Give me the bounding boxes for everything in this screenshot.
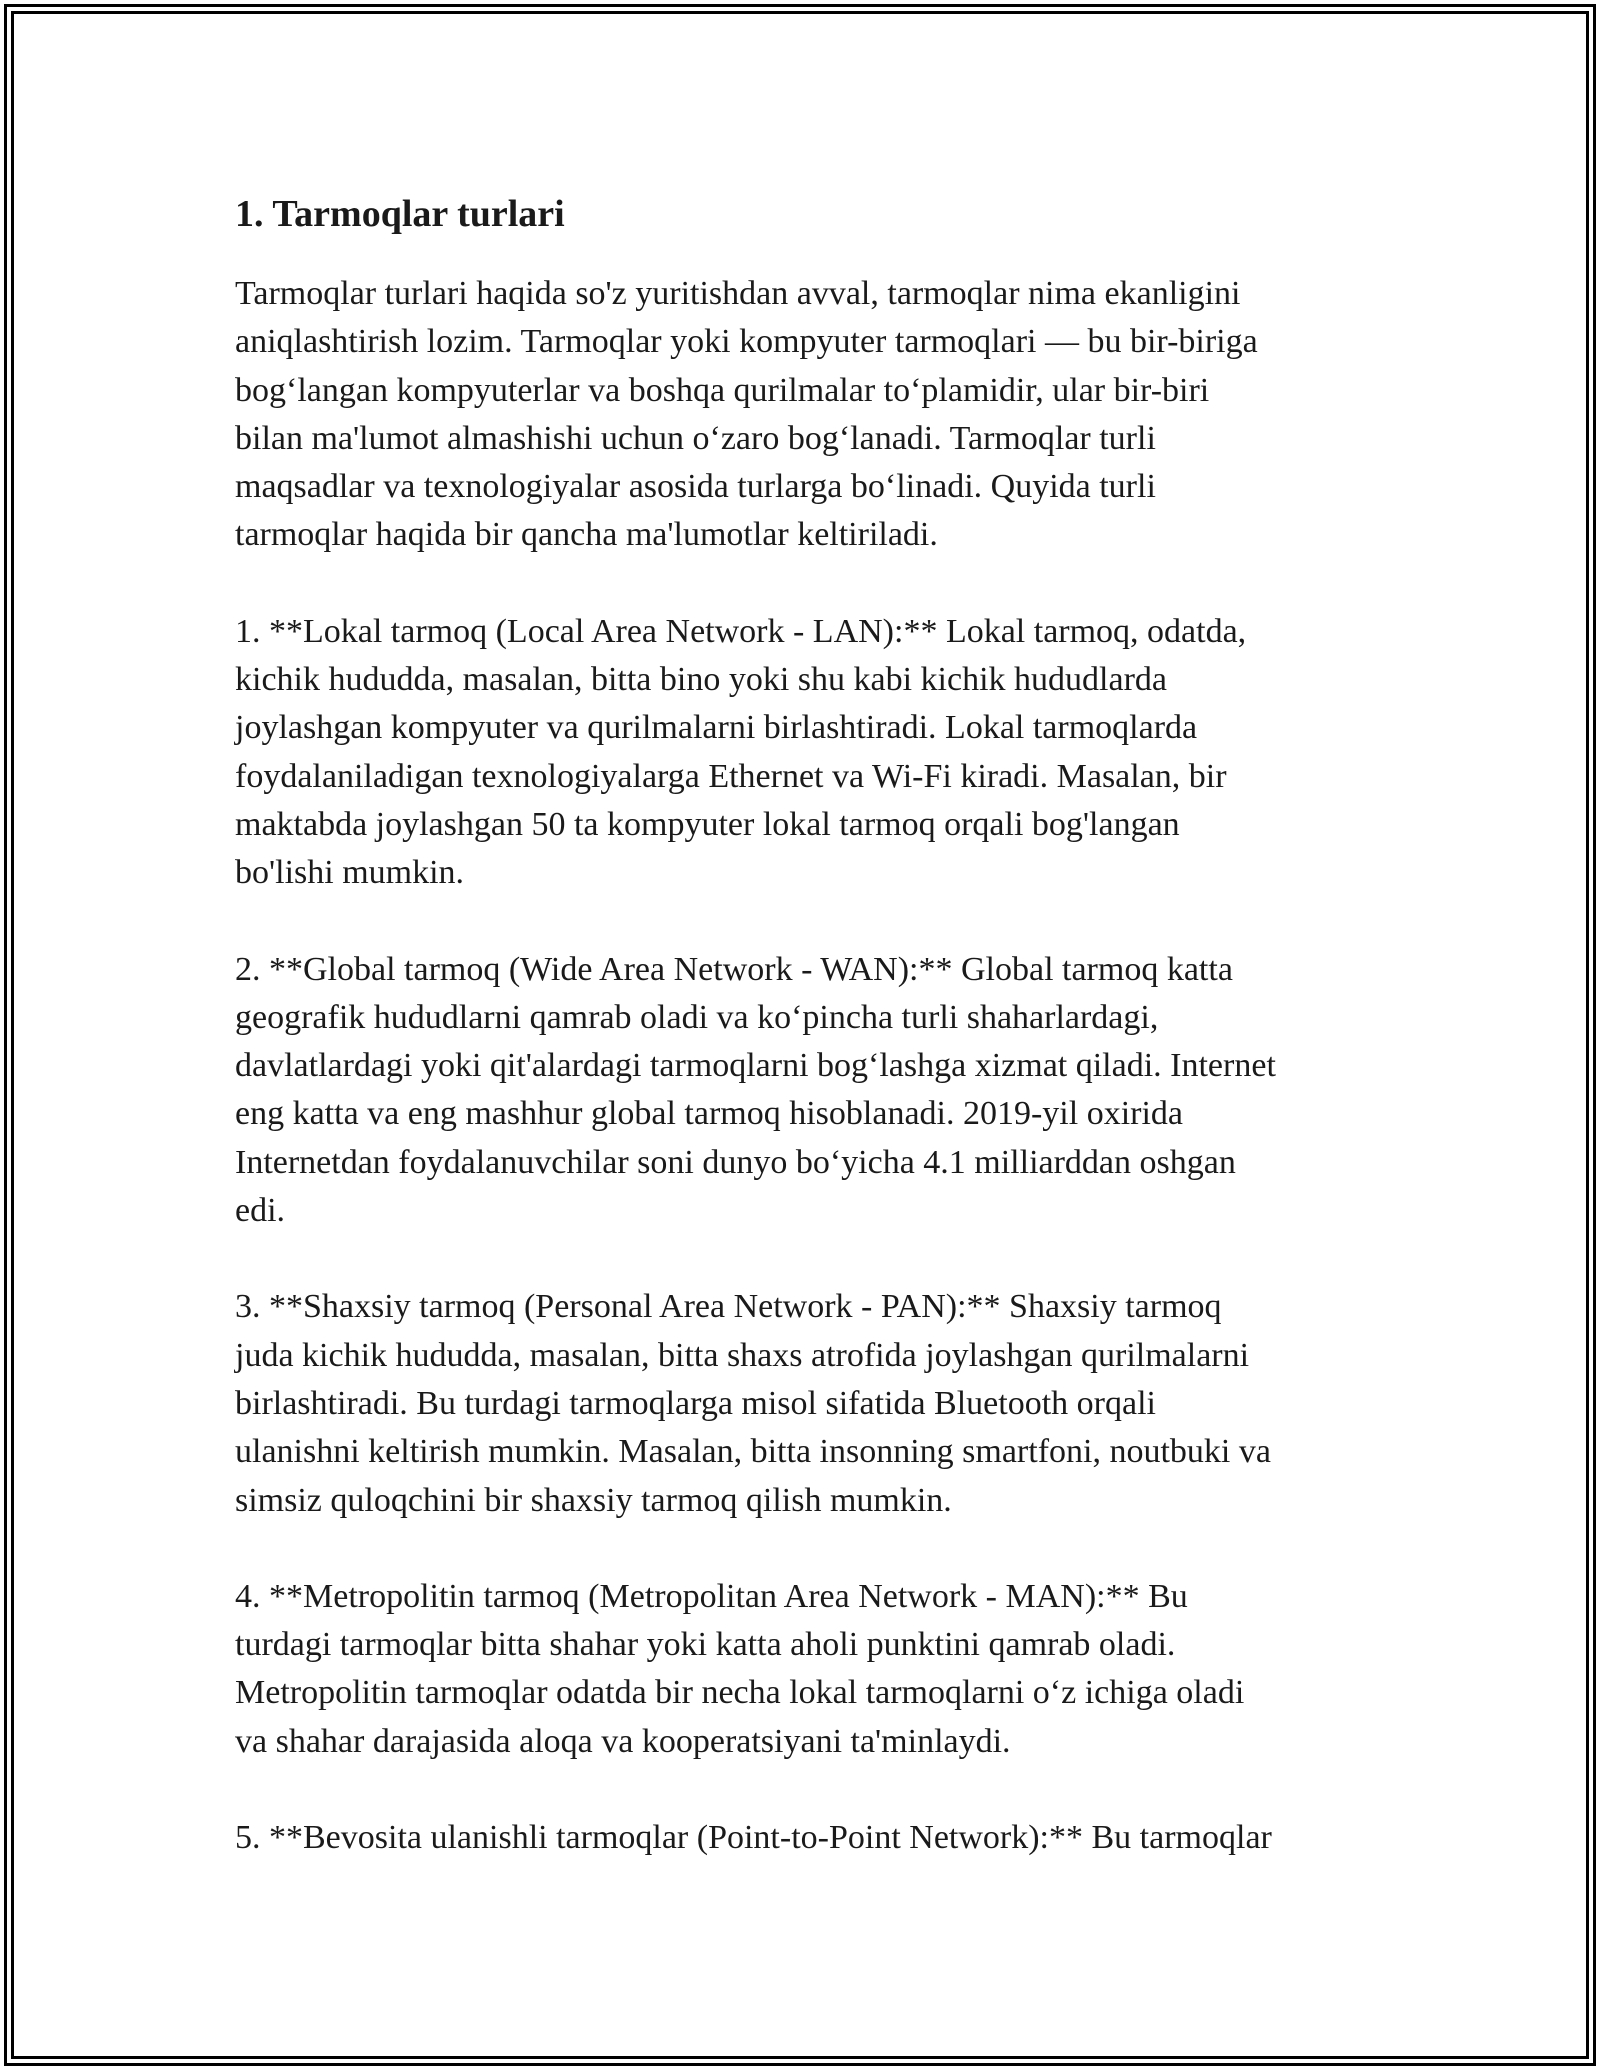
wan-paragraph: 2. **Global tarmoq (Wide Area Network - WAN):** Global tarmoq katta geografik hududlarni qamrab oladi va ko‘pincha turli shaharlardagi, davlatlardagi yoki qit'alardagi tarmoqlarni bog‘lashga xizmat qiladi. Internet eng katta va eng mashhur global tarmoq hisoblanadi. 2019-yil oxirida Internetdan foydalanuvchilar soni dunyo bo‘yicha 4.1 milliarddan oshgan edi. <box>235 950 1276 1230</box>
pan-paragraph: 3. **Shaxsiy tarmoq (Personal Area Network - PAN):** Shaxsiy tarmoq juda kichik hududda, masalan, bitta shaxs atrofida joylashgan qurilmalarni birlashtiradi. Bu turdagi tarmoqlarga misol sifatida Bluetooth orqali ulanishni keltirish mumkin. Masalan, bitta insonning smartfoni, noutbuki va simsiz quloqchini bir shaxsiy tarmoq qilish mumkin. <box>235 1288 1271 1519</box>
man-paragraph: 4. **Metropolitin tarmoq (Metropolitan Area Network - MAN):** Bu turdagi tarmoqlar bitta shahar yoki katta aholi punktini qamrab oladi. Metropolitin tarmoqlar odatda bir necha lokal tarmoqlarni o‘z ichiga oladi va shahar darajasida aloqa va kooperatsiyani ta'minlaydi. <box>235 1577 1245 1760</box>
section-heading: 1. Tarmoqlar turlari <box>235 193 565 235</box>
intro-paragraph: Tarmoqlar turlari haqida so'z yuritishdan avval, tarmoqlar nima ekanligini aniqlashtirish lozim. Tarmoqlar yoki kompyuter tarmoqlari — bu bir-biriga bog‘langan kompyuterlar va boshqa qurilmalar to‘plamidir, ular bir-biri bilan ma'lumot almashishi uchun o‘zaro bog‘lanadi. Tarmoqlar turli maqsadlar va texnologiyalar asosida turlarga bo‘linadi. Quyida turli tarmoqlar haqida bir qancha ma'lumotlar keltiriladi. <box>235 275 1258 554</box>
document-body <box>235 188 1375 1910</box>
lan-paragraph: 1. **Lokal tarmoq (Local Area Network - LAN):** Lokal tarmoq, odatda, kichik hududda, masalan, bitta bino yoki shu kabi kichik hududlarda joylashgan kompyuter va qurilmalarni birlashtiradi. Lokal tarmoqlarda foydalaniladigan texnologiyalarga Ethernet va Wi-Fi kiradi. Masalan, bir maktabda joylashgan 50 ta kompyuter lokal tarmoq orqali bog'langan bo'lishi mumkin. <box>235 612 1247 892</box>
point-to-point-paragraph: 5. **Bevosita ulanishli tarmoqlar (Point-to-Point Network):** Bu tarmoqlar <box>235 1819 1272 1857</box>
